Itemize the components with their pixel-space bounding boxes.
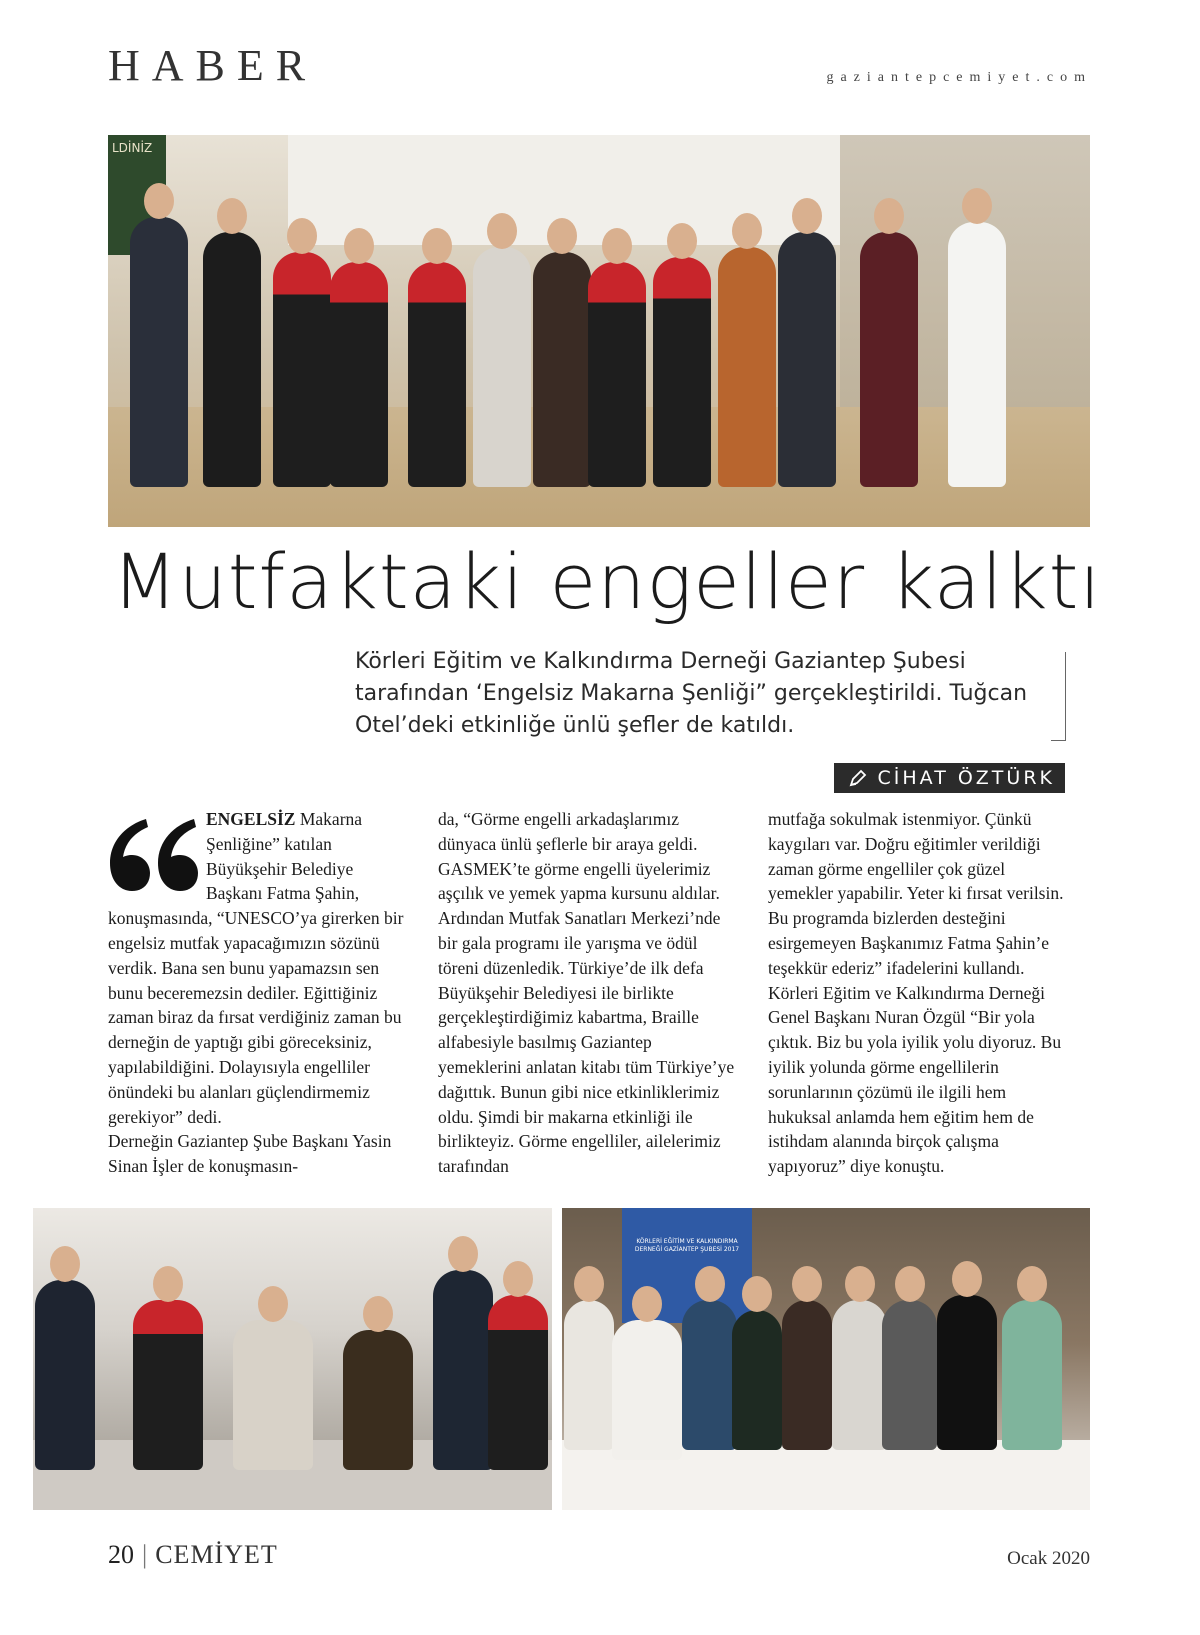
page-number: 20 (108, 1540, 134, 1569)
person-silhouette (273, 252, 331, 487)
banner-text: LDİNİZ (112, 141, 153, 155)
person-head (632, 1286, 662, 1322)
person-silhouette (782, 1300, 832, 1450)
article-body (108, 807, 1064, 1177)
person-silhouette (533, 252, 591, 487)
headline: Mutfaktaki engeller kalktı (112, 537, 1102, 626)
person-silhouette (488, 1295, 548, 1470)
site-url: gaziantepcemiyet.com (826, 70, 1092, 85)
person-head (503, 1261, 533, 1297)
person-silhouette (408, 262, 466, 487)
pen-icon (848, 768, 868, 788)
person-silhouette (937, 1295, 997, 1450)
magazine-name: CEMİYET (155, 1540, 278, 1569)
person-head (258, 1286, 288, 1322)
person-silhouette (860, 232, 918, 487)
person-silhouette (133, 1300, 203, 1470)
footer-left (108, 1540, 278, 1570)
person-silhouette (778, 232, 836, 487)
author-badge (834, 763, 1065, 793)
person-silhouette (330, 262, 388, 487)
person-silhouette (832, 1300, 887, 1450)
person-head (962, 188, 992, 224)
person-head (574, 1266, 604, 1302)
person-head (742, 1276, 772, 1312)
column-2-text: da, “Görme engelli arkadaşlarımız dünyaca ünlü şeflerle bir araya geldi. GASMEK’te görme engelli üyelerimiz aşçılık ve yemek yapma kursunu aldılar. Ardından Mutfak Sanatları Merkezi’nde bir gala programı ile yarışma ve ödül töreni düzenledik. Türkiye’de ilk defa Büyükşehir Belediyesi ile birlikte gerçekleştirdiğimiz kabartma, Braille alfabesiyle basılmış Gaziantep yemeklerini anlatan kitabı tüm Türkiye’ye dağıttık. Bunun gibi nice etkinliklerimiz oldu. Şimdi bir makarna etkinliği ile birlikteyiz. Görme engelliler, ailelerimiz tarafından (438, 809, 735, 1177)
person-head (217, 198, 247, 234)
person-head (1017, 1266, 1047, 1302)
person-head (792, 198, 822, 234)
person-head (792, 1266, 822, 1302)
person-head (487, 213, 517, 249)
person-head (363, 1296, 393, 1332)
person-head (895, 1266, 925, 1302)
lead-paragraph: Körleri Eğitim ve Kalkındırma Derneği Gaziantep Şubesi tarafından ‘Engelsiz Makarna Şenliği” gerçekleştirildi. Tuğcan Otel’deki etkinliğe ünlü şefler de katıldı. (355, 649, 1028, 738)
person-silhouette (343, 1330, 413, 1470)
hero-group-photo (108, 135, 1090, 527)
person-head (602, 228, 632, 264)
person-silhouette (233, 1320, 313, 1470)
quote-mark-icon (106, 811, 198, 895)
person-silhouette (130, 217, 188, 487)
person-head (732, 213, 762, 249)
person-head (874, 198, 904, 234)
person-head (952, 1261, 982, 1297)
footer-separator: | (142, 1540, 148, 1569)
column-1-paragraph-2: Derneğin Gaziantep Şube Başkanı Yasin Sinan İşler de konuşmasın- (108, 1131, 392, 1177)
person-head (144, 183, 174, 219)
person-silhouette (948, 222, 1006, 487)
column-2 (438, 807, 738, 1179)
person-head (695, 1266, 725, 1302)
person-silhouette (612, 1320, 682, 1460)
column-3-text: mutfağa sokulmak istenmiyor. Çünkü kaygıları var. Doğru eğitimler verildiği zaman görme engelliler çok güzel yemekler yapabilir. Yeter ki fırsat verilsin. Bu programda bizlerden desteğini esirgemeyen Başkanımız Fatma Şahin’e teşekkür ederiz” ifadelerini kullandı. Körleri Eğitim ve Kalkındırma Derneği Genel Başkanı Nuran Özgül “Bir yola çıktık. Biz bu yola iyilik yolu diyoruz. Bu iyilik yolunda görme engellilerin sorunlarının çözümü ile ilgili hem hukuksal anlamda hem eğitim hem de istihdam alanında birçok çalışma yapıyoruz” diye konuştu. (768, 809, 1064, 1177)
person-head (344, 228, 374, 264)
association-banner-text: KÖRLERİ EĞİTİM VE KALKINDIRMA DERNEĞİ GAZİANTEP ŞUBESİ 2017 (634, 1238, 740, 1253)
person-head (153, 1266, 183, 1302)
person-silhouette (433, 1270, 493, 1470)
person-silhouette (564, 1300, 614, 1450)
person-head (667, 223, 697, 259)
person-head (845, 1266, 875, 1302)
person-silhouette (473, 247, 531, 487)
person-silhouette (653, 257, 711, 487)
person-head (50, 1246, 80, 1282)
person-silhouette (588, 262, 646, 487)
person-silhouette (203, 232, 261, 487)
person-head (422, 228, 452, 264)
person-silhouette (718, 247, 776, 487)
kitchen-photo (33, 1208, 552, 1510)
column-3 (768, 807, 1068, 1179)
issue-date: Ocak 2020 (1007, 1548, 1090, 1569)
dinner-photo (562, 1208, 1090, 1510)
column-1-text: Makarna Şenliğine” katılan Büyükşehir Belediye Başkanı Fatma Şahin, konuşmasında, “UNESCO’ya girerken bir engelsiz mutfak yapacağımızın sözünü verdik. Bana sen bunu yapamazsın sen bunu beceremezsin dediler. Eğittiğiniz zaman biraz da fırsat verdiğiniz zaman bu derneğin de yaptığı gibi göreceksiniz, yapılabildiğini. Dolayısıyla engelliler önündeki bu alanları güçlendirmemiz gerekiyor” dedi. (108, 809, 404, 1127)
person-silhouette (1002, 1300, 1062, 1450)
column-1 (108, 807, 408, 1179)
person-silhouette (882, 1300, 937, 1450)
person-silhouette (682, 1300, 737, 1450)
author-name: CİHAT ÖZTÜRK (877, 767, 1055, 789)
person-head (448, 1236, 478, 1272)
lead-word: ENGELSİZ (206, 809, 296, 829)
lead-bracket (1051, 652, 1066, 741)
person-head (287, 218, 317, 254)
person-head (547, 218, 577, 254)
person-silhouette (732, 1310, 782, 1450)
section-label: HABER (108, 41, 318, 90)
person-silhouette (35, 1280, 95, 1470)
